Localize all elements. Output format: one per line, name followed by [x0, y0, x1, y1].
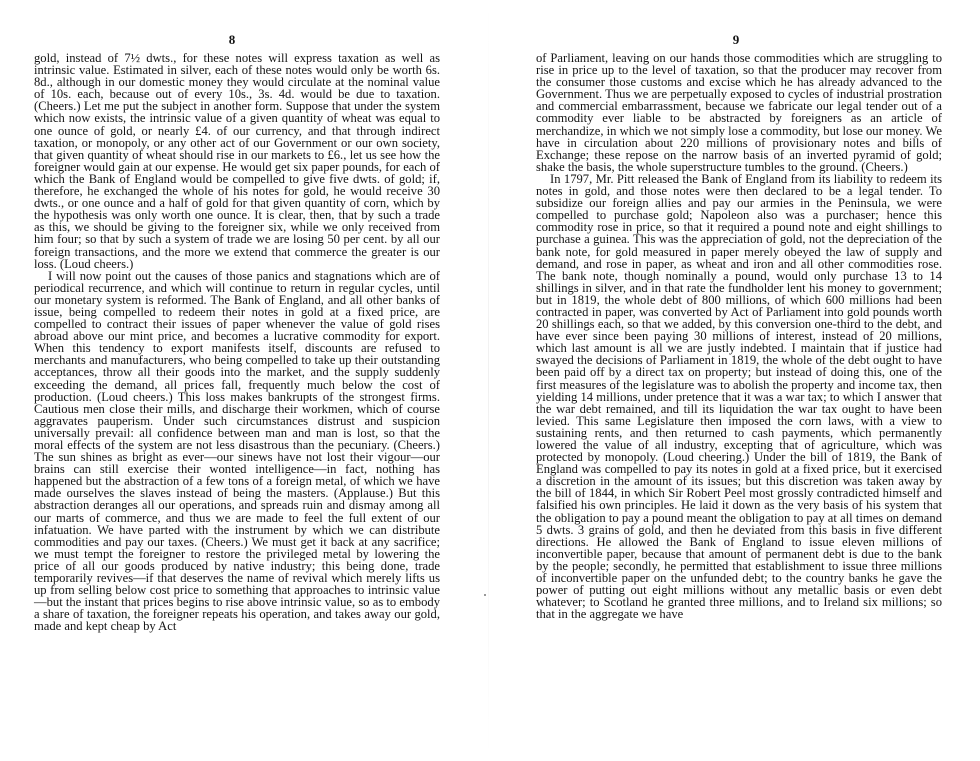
right-paragraph-2: In 1797, Mr. Pitt released the Bank of England from its liability to redeem its notes in gold, and those notes were then declared to be a legal tender. To subsidize our foreign allies and pay our armies in the Peninsula, we were compelled to purchase gold; Napoleon also was a purchaser; hence this commodity rose in price, so that it required a pound note and eight shillings to purchase a guinea. This was the appreciation of gold, not the depreciation of the bank note, for gold measured in paper merely obeyed the law of supply and demand, and rose in paper, as wheat and iron and all other commodities rose. The bank note, though nominally a pound, would only purchase 13 to 14 shillings in silver, and in that rate the fundholder lent his money to government; but in 1819, the whole debt of 800 millions, of which 600 millions had been contracted in paper, was converted by Act of Parliament into gold pounds worth 20 shillings each, so that we added, by this conversion one-third to the debt, and have ever since been paying 30 millions of interest, instead of 20 millions, which last amount is all we are justly indebted. I maintain that if justice had swayed the decisions of Parliament in 1819, the whole of the debt ought to have been paid off by a direct tax on property; but instead of doing this, one of the first measures of the legislature was to abolish the property and income tax, then yielding 14 millions, under pretence that it was a war tax; to which I answer that the war debt remained, and till its liquidation the war tax ought to have been levied. This same Legislature then imposed the corn laws, with a view to sustaining rents, and then returned to cash payments, which permanently lowered the value of all industry, excepting that of agriculture, which was protected by monopoly. (Loud cheering.) Under the bill of 1819, the Bank of England was compelled to pay its notes in gold at a fixed price, but it exercised a discretion in the amount of its issues; but this discretion was taken away by the bill of 1844, in which Sir Robert Peel most grossly contradicted himself and falsified his own principles. He laid it down as the very basis of his system that the obligation to pay a pound meant the obligation to pay at all times on demand 5 dwts. 3 grains of gold, and then he deviated from this basis in five different directions. He allowed the Bank of England to issue eleven millions of inconvertible paper, because that amount of permanent debt is due to the bank by the people; secondly, he permitted that establishment to issue three millions of inconvertible paper on the unfunded debt; to the country banks he gave the power of putting out eight millions without any metallic basis or even debt whatever; to Scotland he granted three millions, and to Ireland six millions; so that in the aggregate we have	[536, 171, 942, 622]
left-page	[0, 0, 478, 761]
page-number-right: 9	[732, 32, 740, 47]
left-paragraph-1: gold, instead of 7½ dwts., for these notes will express taxation as well as intrinsic value. Estimated in silver, each of these notes would only be worth 6s. 8d., although in our domestic money they would circulate at the nominal value of 10s. each, because out of every 10s., 3s. 4d. would be due to taxation. (Cheers.) Let me put the subject in another form. Suppose that under the system which now exists, the intrinsic value of a given quantity of wheat was equal to one ounce of gold, or nearly £4. of our currency, and that through indirect taxation, or monopoly, or any other act of our Government or our own society, that given quantity of wheat should rise in our markets to £6., let us see how the foreigner would gain at our expense. He would get six paper pounds, for each of which the Bank of England would be compelled to give five dwts. of gold; if, therefore, he exchanged the whole of his notes for gold, he would receive 30 dwts., or one ounce and a half of gold for that given quantity of corn, which by the hypothesis was only worth one ounce. It is clear, then, that by such a trade as this, we should be giving to the foreigner six, while we only received from him four; so that by such a system of trade we are losing 50 per cent. by all our foreign transactions, and the more we extend that commerce the greater is our loss. (Loud cheers.)	[34, 51, 440, 271]
paper-speck	[484, 594, 486, 596]
left-paragraph-2: I will now point out the causes of those panics and stagnations which are of periodical recurrence, and which will continue to return in regular cycles, until our monetary system is reformed. The Bank of England, and all other banks of issue, being compelled to redeem their notes in gold at a fixed price, are compelled to contract their issues of paper whenever the value of gold rises abroad above our mint price, and becomes a lucrative commodity for export. When this tendency to export manifests itself, discounts are refused to merchants and manufacturers, who being compelled to take up their outstanding acceptances, throw all their goods into the market, and the supply suddenly exceeding the demand, all prices fall, frequently much below the cost of production. (Loud cheers.) This loss makes bankrupts of the strongest firms. Cautious men close their mills, and discharge their workmen, which of course aggravates pauperism. Under such circumstances distrust and suspicion universally prevail: all confidence between man and man is lost, so that the moral effects of the system are not less disastrous than the pecuniary. (Cheers.) The sun shines as bright as ever—our sinews have not lost their vigour—our brains can still exercise their wonted intelligence—in fact, nothing has happened but the abstraction of a few tons of a foreign metal, of which we have made ourselves the slaves instead of being the masters. (Applause.) But this abstraction deranges all our operations, and spreads ruin and dismay among all our marts of commerce, and thus we are made to feel the full extent of our infatuation. We have parted with the instrument by which we can distribute commodities and pay our taxes. (Cheers.) We must get it back at any sacrifice; we must tempt the foreigner to restore the privileged metal by lowering the price of all our goods produced by native industry; this being done, trade temporarily revives—if that deserves the name of revival which merely lifts us up from selling below cost price to something that approaches to intrinsic value—but the instant that prices begins to rise above intrinsic value, so as to embody a share of taxation, the foreigner repeats his operation, and takes away our gold, made and kept cheap by Act	[34, 268, 440, 634]
right-paragraph-1: of Parliament, leaving on our hands those commodities which are struggling to rise in price up to the level of taxation, so that the producer may recover from the consumer those customs and excise which he has already advanced to the Government. Thus we are perpetually exposed to cycles of industrial prostration and commercial embarrassment, because we fabricate our legal tender out of a commodity ever liable to be abstracted by foreigners as an article of merchandize, in which we not simply lose a commodity, but lose our money. We have in circulation about 220 millions of provisionary notes and bills of Exchange; these repose on the narrow basis of an inverted pyramid of gold; shake the basis, the whole superstructure tumbles to the ground. (Cheers.)	[536, 51, 942, 174]
page-number-left: 8	[228, 32, 236, 47]
book-gutter	[488, 0, 489, 761]
left-page-body	[34, 52, 440, 633]
right-page-body	[536, 52, 942, 620]
right-page	[500, 0, 980, 761]
